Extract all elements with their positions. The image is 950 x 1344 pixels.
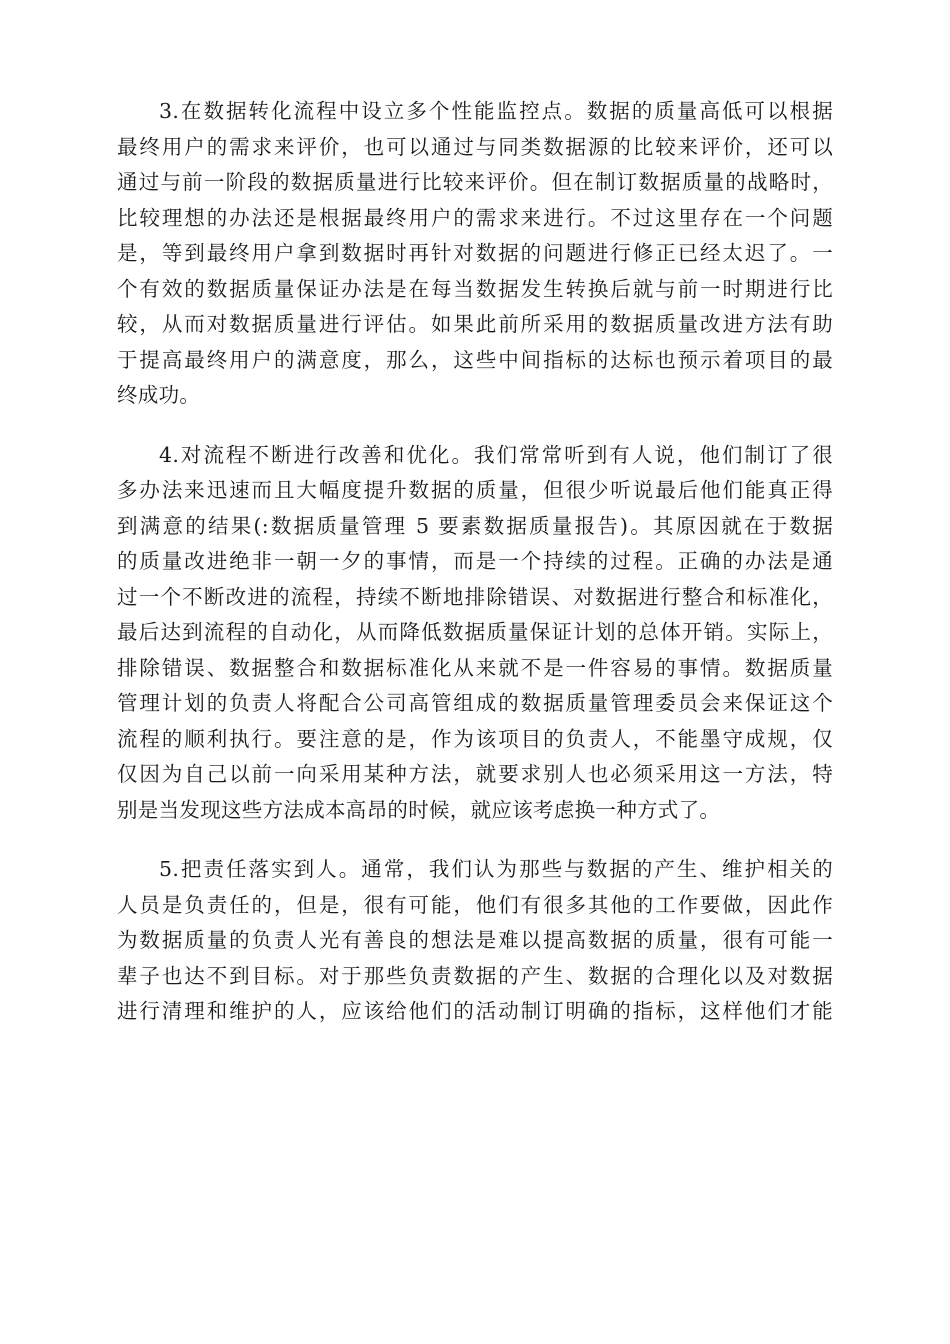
paragraph-5 [117,852,833,1030]
text-line: 排除错误、数据整合和数据标准化从来就不是一件容易的事情。数据质量 [117,655,833,680]
text-line: 仅因为自己以前一向采用某种方法，就要求别人也必须采用这一方法，特 [117,762,833,786]
text-line: 个有效的数据质量保证办法是在每当数据发生转换后就与前一时期进行比 [117,276,833,301]
paragraph-3 [117,94,833,414]
document-page [117,94,833,1054]
text-line: 较，从而对数据质量进行评估。如果此前所采用的数据质量改进方法有助 [117,312,833,336]
text-line: 的质量改进绝非一朝一夕的事情，而是一个持续的过程。正确的办法是通 [117,549,833,573]
text-line: 人员是负责任的，但是，很有可能，他们有很多其他的工作要做，因此作 [117,892,833,917]
text-line: 最终用户的需求来评价，也可以通过与同类数据源的比较来评价，还可以 [117,134,833,159]
text-line: 到满意的结果(:数据质量管理 5 要素数据质量报告)。其原因就在于数据 [117,513,833,538]
text-line: 辈子也达不到目标。对于那些负责数据的产生、数据的合理化以及对数据 [117,963,833,988]
text-line: 是，等到最终用户拿到数据时再针对数据的问题进行修正已经太迟了。一 [117,241,833,265]
text-line: 比较理想的办法还是根据最终用户的需求来进行。不过这里存在一个问题 [117,205,833,230]
paragraph-4 [117,438,833,829]
text-line: 进行清理和维护的人，应该给他们的活动制订明确的指标，这样他们才能 [117,999,833,1023]
text-line: 最后达到流程的自动化，从而降低数据质量保证计划的总体开销。实际上， [117,620,833,644]
text-line: 终成功。 [117,383,201,407]
text-line: 为数据质量的负责人光有善良的想法是难以提高数据的质量，很有可能一 [117,928,833,952]
text-line: 过一个不断改进的流程，持续不断地排除错误、对数据进行整合和标准化， [117,584,833,609]
text-line: 流程的顺利执行。要注意的是，作为该项目的负责人，不能墨守成规，仅 [117,726,833,751]
text-line: 管理计划的负责人将配合公司高管组成的数据质量管理委员会来保证这个 [117,691,833,715]
text-line: 通过与前一阶段的数据质量进行比较来评价。但在制订数据质量的战略时， [117,170,833,194]
text-line: 别是当发现这些方法成本高昂的时候，就应该考虑换一种方式了。 [117,797,721,822]
text-line: 4.对流程不断进行改善和优化。我们常常听到有人说，他们制订了很 [159,442,833,467]
text-line: 5.把责任落实到人。通常，我们认为那些与数据的产生、维护相关的 [159,857,833,881]
text-line: 于提高最终用户的满意度，那么，这些中间指标的达标也预示着项目的最 [117,347,833,372]
text-line: 3.在数据转化流程中设立多个性能监控点。数据的质量高低可以根据 [159,99,833,123]
text-line: 多办法来迅速而且大幅度提升数据的质量，但很少听说最后他们能真正得 [117,478,833,502]
